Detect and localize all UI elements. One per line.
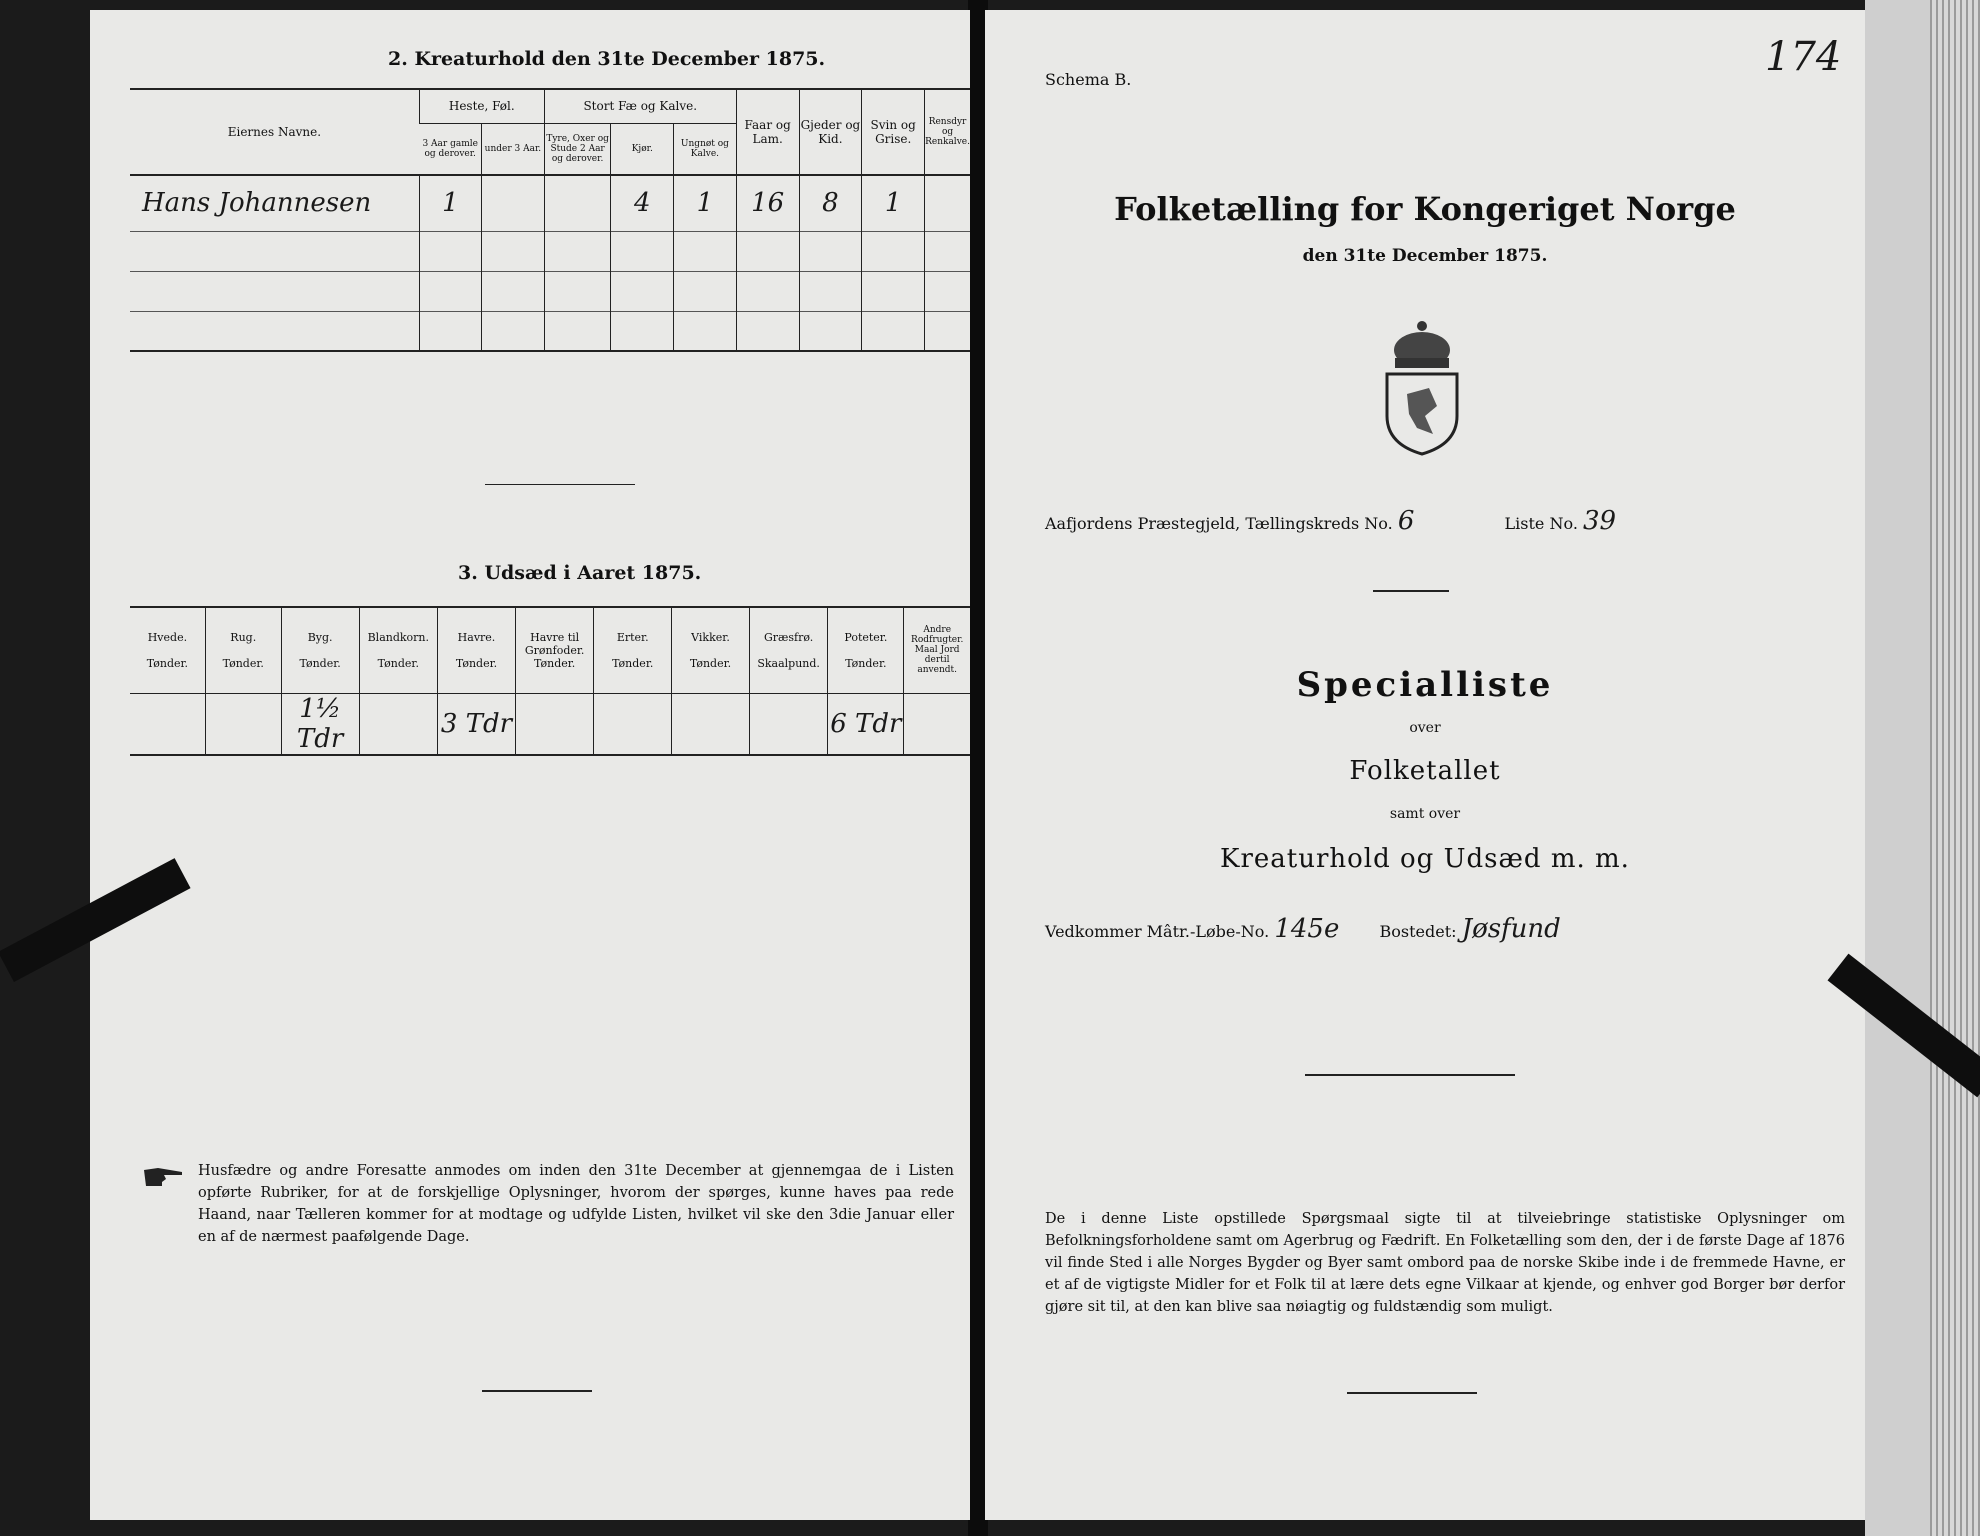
faar-header: Faar og Lam.: [736, 90, 799, 175]
svin-header: Svin og Grise.: [862, 90, 925, 175]
bosted-value: Jøsfund: [1461, 914, 1561, 944]
folketallet-text: Folketallet: [1349, 756, 1501, 786]
rensdyr-header: Rensdyr og Renkalve.: [925, 90, 970, 175]
schema-label: Schema B.: [1045, 70, 1132, 89]
coat-of-arms-icon: [1377, 316, 1467, 460]
matr-label: Vedkommer Mâtr.-Løbe-No.: [1045, 922, 1270, 941]
seed-col-poteter: Poteter. Tønder.: [828, 607, 904, 693]
tyre-header: Tyre, Oxer og Stude 2 Aar og derover.: [544, 123, 611, 175]
census-date: den 31te December 1875.: [1302, 246, 1548, 266]
matrikkel-line: [1045, 914, 1561, 944]
kreaturhold-text: Kreaturhold og Udsæd m. m.: [1220, 844, 1630, 874]
gjeder-header: Gjeder og Kid.: [799, 90, 862, 175]
cell-heste-young: [482, 175, 545, 231]
section3-title: 3. Udsæd i Aaret 1875.: [458, 562, 702, 584]
cell-gjeder: 8: [799, 175, 862, 231]
notice-text: Husfædre og andre Foresatte anmodes om inden den 31te December at gjennemgaa de i Listen opførte Rubriker, for at de forskjellige Oplysninger, hvorom der spørges, kunne haves paa rede Haand, naar Tælleren kommer for at modtage og udfylde Listen, hvilket vil ske den 3die Januar eller en af de nærmest paafølgende Dage.: [198, 1163, 954, 1245]
cell-rensdyr: [925, 175, 970, 231]
seed-col-hvede: Hvede. Tønder.: [146, 630, 189, 670]
seed-col-havre-gron: Havre til Grønfoder. Tønder.: [515, 607, 593, 693]
cell-tyre: [544, 175, 611, 231]
samt-over-text: samt over: [1389, 806, 1461, 822]
cell-faar: 16: [736, 175, 799, 231]
kreds-label: Tællingskreds No.: [1245, 514, 1393, 533]
seed-col-byg: Byg. Tønder.: [281, 607, 359, 693]
seed-col-graesfro: Græsfrø. Skaalpund.: [749, 607, 827, 693]
seed-col-blandkorn: Blandkorn. Tønder.: [359, 607, 437, 693]
seed-col-rug: Rug. Tønder.: [205, 607, 281, 693]
owner-header: Eiernes Navne.: [227, 125, 322, 139]
cell-heste-old: 1: [419, 175, 481, 231]
seed-col-vikker: Vikker. Tønder.: [672, 607, 750, 693]
page-title: Folketælling for Kongeriget Norge: [1114, 190, 1736, 228]
seed-val-rug: [205, 693, 281, 755]
seed-table: [130, 606, 970, 756]
cell-kjoer: 4: [611, 175, 674, 231]
seed-val-erter: [594, 693, 672, 755]
seed-val-andre: [904, 693, 970, 755]
cell-svin: 1: [862, 175, 925, 231]
prestegjeld-label: Aafjordens Præstegjeld,: [1045, 514, 1241, 533]
seed-val-havre-gron: [515, 693, 593, 755]
heste-young-header: under 3 Aar.: [482, 123, 545, 175]
folio-number: 174: [1765, 34, 1842, 80]
table-row: [130, 693, 970, 755]
district-line: [1045, 506, 1616, 536]
seed-val-poteter: 6 Tdr: [828, 693, 904, 755]
seed-val-graesfro: [749, 693, 827, 755]
liste-value: 39: [1583, 506, 1617, 536]
pointing-hand-icon: [142, 1162, 186, 1194]
heste-old-header: 3 Aar gamle og derover.: [422, 138, 478, 159]
seed-col-havre: Havre. Tønder.: [438, 607, 516, 693]
matr-value: 145e: [1274, 914, 1340, 944]
over-text: over: [1409, 720, 1441, 736]
seed-val-havre: 3 Tdr: [438, 693, 516, 755]
liste-label: Liste No.: [1504, 514, 1578, 533]
intro-text: De i denne Liste opstillede Spørgsmaal sigte til at tilveiebringe statistiske Oplysninger om Befolkningsforholdene samt om Agerbrug og Fædrift. En Folketælling som den, der i de første Dage af 1876 vil finde Sted i alle Norges Bygder og Byer samt ombord paa de norske Skibe inde i de fremmede Havne, er et af de vigtigste Midler for et Folk til at lære dets egne Vilkaar at kjende, og enhver god Borger bør derfor gjøre sit til, at den kan blive saa nøiagtig og fuldstændig som muligt.: [1045, 1211, 1845, 1315]
cell-ungnoet: 1: [674, 175, 737, 231]
left-page: [90, 10, 970, 1520]
kjoer-header: Kjør.: [611, 123, 674, 175]
livestock-table: [130, 90, 970, 352]
seed-col-erter: Erter. Tønder.: [594, 607, 672, 693]
owner-name: Hans Johannesen: [142, 188, 372, 219]
page-edge-stack: [1930, 0, 1980, 1536]
bosted-label: Bostedet:: [1379, 922, 1457, 941]
section2-title: 2. Kreaturhold den 31te December 1875.: [388, 48, 826, 70]
seed-val-vikker: [672, 693, 750, 755]
seed-val-byg: 1½ Tdr: [281, 693, 359, 755]
specialliste-title: Specialliste: [1296, 665, 1554, 705]
ungnoet-header: Ungnøt og Kalve.: [674, 123, 737, 175]
stort-fae-header: Stort Fæ og Kalve.: [544, 90, 736, 123]
seed-val-hvede: [130, 693, 205, 755]
right-page: [985, 10, 1865, 1520]
kreds-value: 6: [1397, 506, 1415, 536]
heste-header: Heste, Føl.: [419, 90, 544, 123]
table-row: [130, 175, 970, 231]
seed-col-andre: Andre Rodfrugter. Maal Jord dertil anvendt.: [904, 607, 970, 693]
seed-val-blandkorn: [359, 693, 437, 755]
